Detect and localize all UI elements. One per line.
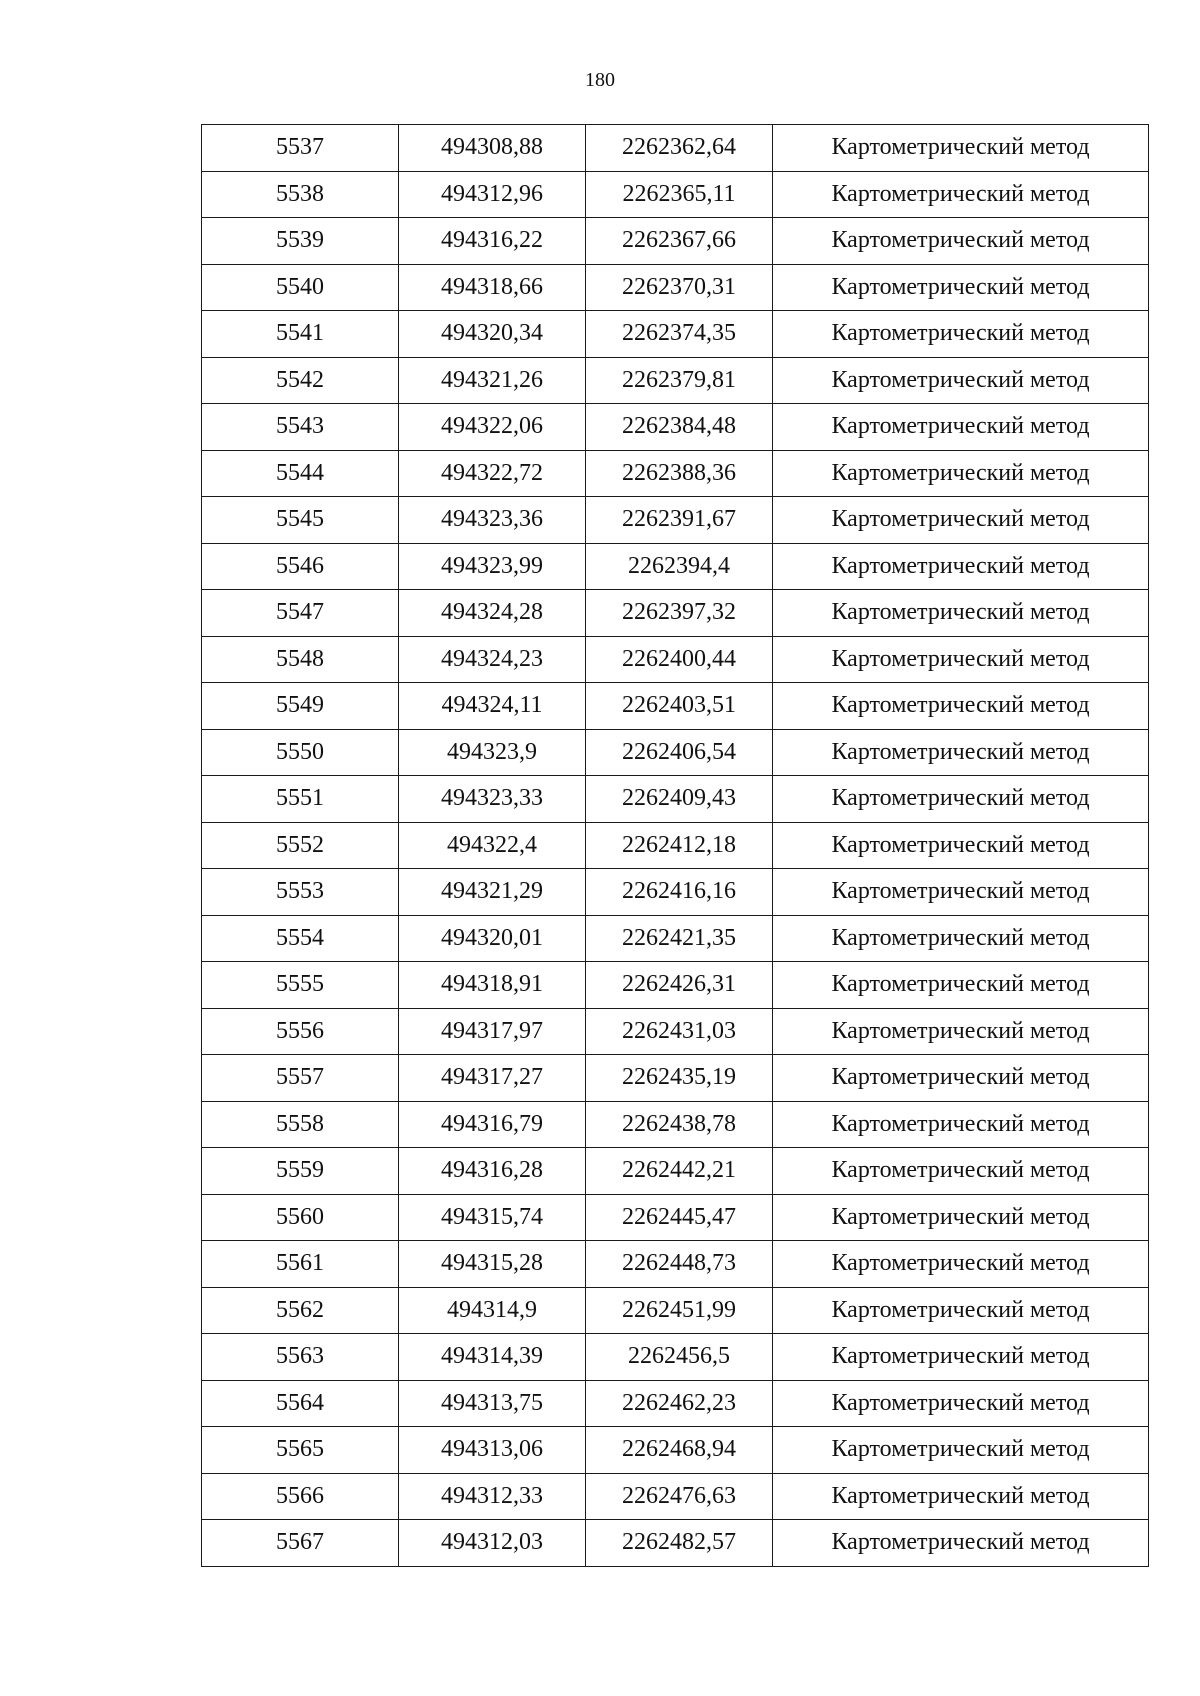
- x-coordinate-cell: 494312,03: [399, 1520, 586, 1567]
- method-cell: Картометрический метод: [773, 1101, 1149, 1148]
- x-coordinate-cell: 494316,28: [399, 1148, 586, 1195]
- table-row: [202, 1287, 1149, 1334]
- y-coordinate-cell: 2262421,35: [586, 915, 773, 962]
- method-cell: Картометрический метод: [773, 1380, 1149, 1427]
- method-cell: Картометрический метод: [773, 1008, 1149, 1055]
- method-cell: Картометрический метод: [773, 1194, 1149, 1241]
- y-coordinate-cell: 2262462,23: [586, 1380, 773, 1427]
- point-number-cell: 5553: [202, 869, 399, 916]
- point-number-cell: 5566: [202, 1473, 399, 1520]
- table-row: [202, 636, 1149, 683]
- point-number-cell: 5567: [202, 1520, 399, 1567]
- method-cell: Картометрический метод: [773, 1334, 1149, 1381]
- point-number-cell: 5554: [202, 915, 399, 962]
- x-coordinate-cell: 494312,96: [399, 171, 586, 218]
- x-coordinate-cell: 494318,66: [399, 264, 586, 311]
- x-coordinate-cell: 494320,01: [399, 915, 586, 962]
- point-number-cell: 5561: [202, 1241, 399, 1288]
- point-number-cell: 5560: [202, 1194, 399, 1241]
- y-coordinate-cell: 2262391,67: [586, 497, 773, 544]
- x-coordinate-cell: 494324,28: [399, 590, 586, 637]
- y-coordinate-cell: 2262442,21: [586, 1148, 773, 1195]
- table-row: [202, 357, 1149, 404]
- point-number-cell: 5546: [202, 543, 399, 590]
- x-coordinate-cell: 494323,99: [399, 543, 586, 590]
- x-coordinate-cell: 494312,33: [399, 1473, 586, 1520]
- y-coordinate-cell: 2262409,43: [586, 776, 773, 823]
- x-coordinate-cell: 494324,23: [399, 636, 586, 683]
- method-cell: Картометрический метод: [773, 218, 1149, 265]
- y-coordinate-cell: 2262365,11: [586, 171, 773, 218]
- point-number-cell: 5551: [202, 776, 399, 823]
- method-cell: Картометрический метод: [773, 1473, 1149, 1520]
- x-coordinate-cell: 494316,22: [399, 218, 586, 265]
- x-coordinate-cell: 494313,06: [399, 1427, 586, 1474]
- x-coordinate-cell: 494318,91: [399, 962, 586, 1009]
- table-row: [202, 822, 1149, 869]
- y-coordinate-cell: 2262435,19: [586, 1055, 773, 1102]
- x-coordinate-cell: 494324,11: [399, 683, 586, 730]
- y-coordinate-cell: 2262379,81: [586, 357, 773, 404]
- point-number-cell: 5540: [202, 264, 399, 311]
- x-coordinate-cell: 494322,06: [399, 404, 586, 451]
- table-row: [202, 1008, 1149, 1055]
- table-row: [202, 450, 1149, 497]
- point-number-cell: 5545: [202, 497, 399, 544]
- table-row: [202, 962, 1149, 1009]
- point-number-cell: 5547: [202, 590, 399, 637]
- method-cell: Картометрический метод: [773, 869, 1149, 916]
- method-cell: Картометрический метод: [773, 729, 1149, 776]
- table-row: [202, 218, 1149, 265]
- point-number-cell: 5557: [202, 1055, 399, 1102]
- table-row: [202, 171, 1149, 218]
- x-coordinate-cell: 494315,28: [399, 1241, 586, 1288]
- y-coordinate-cell: 2262426,31: [586, 962, 773, 1009]
- table-row: [202, 404, 1149, 451]
- point-number-cell: 5548: [202, 636, 399, 683]
- coordinates-table: [201, 124, 1149, 1567]
- y-coordinate-cell: 2262416,16: [586, 869, 773, 916]
- method-cell: Картометрический метод: [773, 590, 1149, 637]
- y-coordinate-cell: 2262431,03: [586, 1008, 773, 1055]
- table-row: [202, 1241, 1149, 1288]
- method-cell: Картометрический метод: [773, 1427, 1149, 1474]
- x-coordinate-cell: 494308,88: [399, 125, 586, 172]
- point-number-cell: 5559: [202, 1148, 399, 1195]
- x-coordinate-cell: 494314,9: [399, 1287, 586, 1334]
- point-number-cell: 5549: [202, 683, 399, 730]
- method-cell: Картометрический метод: [773, 404, 1149, 451]
- table-row: [202, 311, 1149, 358]
- y-coordinate-cell: 2262482,57: [586, 1520, 773, 1567]
- table-row: [202, 497, 1149, 544]
- table-row: [202, 683, 1149, 730]
- table-row: [202, 776, 1149, 823]
- table-row: [202, 1055, 1149, 1102]
- method-cell: Картометрический метод: [773, 776, 1149, 823]
- point-number-cell: 5542: [202, 357, 399, 404]
- y-coordinate-cell: 2262394,4: [586, 543, 773, 590]
- x-coordinate-cell: 494322,72: [399, 450, 586, 497]
- y-coordinate-cell: 2262448,73: [586, 1241, 773, 1288]
- table-row: [202, 1148, 1149, 1195]
- coordinates-table-body: [202, 125, 1149, 1567]
- point-number-cell: 5543: [202, 404, 399, 451]
- method-cell: Картометрический метод: [773, 311, 1149, 358]
- table-row: [202, 1380, 1149, 1427]
- y-coordinate-cell: 2262476,63: [586, 1473, 773, 1520]
- method-cell: Картометрический метод: [773, 543, 1149, 590]
- method-cell: Картометрический метод: [773, 1241, 1149, 1288]
- y-coordinate-cell: 2262456,5: [586, 1334, 773, 1381]
- y-coordinate-cell: 2262451,99: [586, 1287, 773, 1334]
- point-number-cell: 5539: [202, 218, 399, 265]
- table-row: [202, 590, 1149, 637]
- x-coordinate-cell: 494313,75: [399, 1380, 586, 1427]
- point-number-cell: 5564: [202, 1380, 399, 1427]
- table-row: [202, 915, 1149, 962]
- point-number-cell: 5552: [202, 822, 399, 869]
- method-cell: Картометрический метод: [773, 636, 1149, 683]
- method-cell: Картометрический метод: [773, 962, 1149, 1009]
- x-coordinate-cell: 494323,9: [399, 729, 586, 776]
- y-coordinate-cell: 2262388,36: [586, 450, 773, 497]
- point-number-cell: 5550: [202, 729, 399, 776]
- method-cell: Картометрический метод: [773, 1287, 1149, 1334]
- method-cell: Картометрический метод: [773, 822, 1149, 869]
- x-coordinate-cell: 494322,4: [399, 822, 586, 869]
- x-coordinate-cell: 494317,97: [399, 1008, 586, 1055]
- method-cell: Картометрический метод: [773, 450, 1149, 497]
- table-row: [202, 1473, 1149, 1520]
- x-coordinate-cell: 494323,33: [399, 776, 586, 823]
- y-coordinate-cell: 2262412,18: [586, 822, 773, 869]
- point-number-cell: 5562: [202, 1287, 399, 1334]
- table-row: [202, 264, 1149, 311]
- point-number-cell: 5544: [202, 450, 399, 497]
- method-cell: Картометрический метод: [773, 264, 1149, 311]
- page-number: 180: [585, 69, 615, 91]
- point-number-cell: 5538: [202, 171, 399, 218]
- y-coordinate-cell: 2262438,78: [586, 1101, 773, 1148]
- x-coordinate-cell: 494317,27: [399, 1055, 586, 1102]
- x-coordinate-cell: 494316,79: [399, 1101, 586, 1148]
- y-coordinate-cell: 2262468,94: [586, 1427, 773, 1474]
- x-coordinate-cell: 494314,39: [399, 1334, 586, 1381]
- x-coordinate-cell: 494323,36: [399, 497, 586, 544]
- y-coordinate-cell: 2262400,44: [586, 636, 773, 683]
- table-row: [202, 1194, 1149, 1241]
- point-number-cell: 5556: [202, 1008, 399, 1055]
- method-cell: Картометрический метод: [773, 1520, 1149, 1567]
- table-row: [202, 1334, 1149, 1381]
- method-cell: Картометрический метод: [773, 171, 1149, 218]
- y-coordinate-cell: 2262403,51: [586, 683, 773, 730]
- y-coordinate-cell: 2262362,64: [586, 125, 773, 172]
- point-number-cell: 5555: [202, 962, 399, 1009]
- table-row: [202, 869, 1149, 916]
- point-number-cell: 5563: [202, 1334, 399, 1381]
- y-coordinate-cell: 2262445,47: [586, 1194, 773, 1241]
- table-row: [202, 1101, 1149, 1148]
- method-cell: Картометрический метод: [773, 357, 1149, 404]
- table-row: [202, 1520, 1149, 1567]
- method-cell: Картометрический метод: [773, 125, 1149, 172]
- method-cell: Картометрический метод: [773, 1055, 1149, 1102]
- x-coordinate-cell: 494321,26: [399, 357, 586, 404]
- y-coordinate-cell: 2262397,32: [586, 590, 773, 637]
- table-row: [202, 543, 1149, 590]
- method-cell: Картометрический метод: [773, 915, 1149, 962]
- table-row: [202, 125, 1149, 172]
- table-row: [202, 1427, 1149, 1474]
- method-cell: Картометрический метод: [773, 683, 1149, 730]
- point-number-cell: 5541: [202, 311, 399, 358]
- point-number-cell: 5558: [202, 1101, 399, 1148]
- y-coordinate-cell: 2262370,31: [586, 264, 773, 311]
- y-coordinate-cell: 2262374,35: [586, 311, 773, 358]
- x-coordinate-cell: 494315,74: [399, 1194, 586, 1241]
- y-coordinate-cell: 2262367,66: [586, 218, 773, 265]
- y-coordinate-cell: 2262384,48: [586, 404, 773, 451]
- point-number-cell: 5537: [202, 125, 399, 172]
- y-coordinate-cell: 2262406,54: [586, 729, 773, 776]
- x-coordinate-cell: 494321,29: [399, 869, 586, 916]
- table-row: [202, 729, 1149, 776]
- x-coordinate-cell: 494320,34: [399, 311, 586, 358]
- method-cell: Картометрический метод: [773, 497, 1149, 544]
- point-number-cell: 5565: [202, 1427, 399, 1474]
- method-cell: Картометрический метод: [773, 1148, 1149, 1195]
